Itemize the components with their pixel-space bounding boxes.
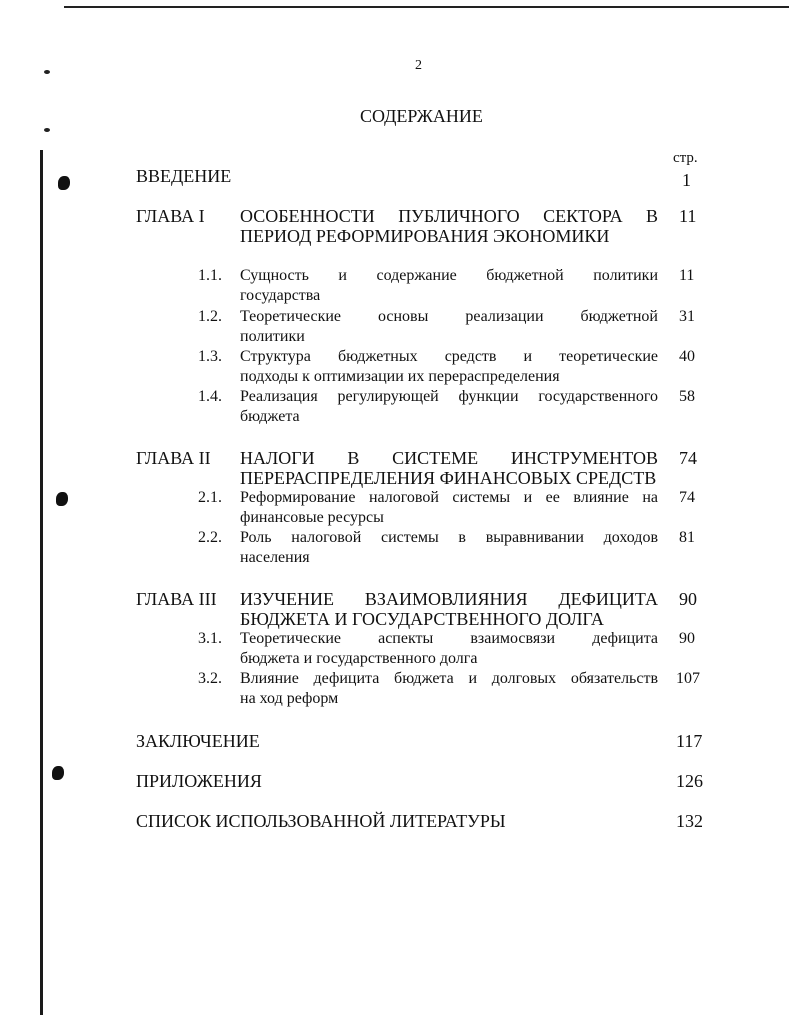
toc-section-page: 74 (679, 489, 695, 506)
toc-appendices-page: 126 (676, 771, 703, 791)
toc-chapter-title-line: ПЕРЕРАСПРЕДЕЛЕНИЯ ФИНАНСОВЫХ СРЕДСТВ (240, 468, 657, 488)
toc-section-page: 40 (679, 348, 695, 365)
toc-section-title-line: Влияние дефицита бюджета и долговых обязательств (240, 670, 658, 687)
toc-section-page: 81 (679, 529, 695, 546)
scan-blot (56, 492, 68, 506)
toc-chapter-label: ГЛАВА III (136, 589, 217, 609)
toc-chapter-page: 90 (679, 589, 697, 609)
toc-conclusion-page: 117 (676, 731, 703, 751)
page-column-label: стр. (673, 150, 698, 166)
toc-section-title-line: Структура бюджетных средств и теоретические (240, 348, 658, 365)
toc-section-title-line: Теоретические основы реализации бюджетной (240, 308, 658, 325)
toc-section-title-line: населения (240, 549, 310, 566)
toc-section-number: 3.1. (198, 630, 222, 647)
page-title: СОДЕРЖАНИЕ (360, 106, 483, 126)
toc-section-title-line: Сущность и содержание бюджетной политики (240, 267, 658, 284)
toc-section-number: 1.4. (198, 388, 222, 405)
toc-section-title-line: государства (240, 287, 321, 304)
toc-section-title-line: бюджета и государственного долга (240, 650, 478, 667)
toc-chapter-title-line: БЮДЖЕТА И ГОСУДАРСТВЕННОГО ДОЛГА (240, 609, 604, 629)
toc-section-title-line: на ход реформ (240, 690, 339, 707)
toc-section-page: 58 (679, 388, 695, 405)
toc-section-page: 11 (679, 267, 695, 284)
toc-chapter-page: 11 (679, 206, 697, 226)
toc-appendices-label: ПРИЛОЖЕНИЯ (136, 771, 262, 791)
toc-chapter-label: ГЛАВА I (136, 206, 205, 226)
toc-chapter-page: 74 (679, 448, 697, 468)
toc-section-title-line: бюджета (240, 408, 300, 425)
toc-section-title-line: политики (240, 328, 305, 345)
toc-intro-label: ВВЕДЕНИЕ (136, 166, 232, 186)
toc-section-title-line: Роль налоговой системы в выравнивании доходов (240, 529, 658, 546)
scan-speck (44, 70, 50, 74)
toc-section-page: 107 (676, 670, 700, 687)
scan-blot (58, 176, 70, 190)
toc-chapter-title-line: ПЕРИОД РЕФОРМИРОВАНИЯ ЭКОНОМИКИ (240, 226, 610, 246)
toc-section-title-line: Реализация регулирующей функции государственного (240, 388, 658, 405)
scan-blot (52, 766, 64, 780)
scan-left-edge (40, 150, 43, 1015)
toc-conclusion-label: ЗАКЛЮЧЕНИЕ (136, 731, 260, 751)
scan-top-line (64, 6, 789, 8)
toc-section-number: 1.1. (198, 267, 222, 284)
toc-section-number: 1.3. (198, 348, 222, 365)
toc-references-page: 132 (676, 811, 703, 831)
toc-section-number: 2.1. (198, 489, 222, 506)
scan-speck (44, 128, 50, 132)
toc-section-number: 2.2. (198, 529, 222, 546)
toc-chapter-title-line: НАЛОГИ В СИСТЕМЕ ИНСТРУМЕНТОВ (240, 448, 658, 468)
toc-section-title-line: Реформирование налоговой системы и ее влияние на (240, 489, 658, 506)
toc-chapter-title-line: ИЗУЧЕНИЕ ВЗАИМОВЛИЯНИЯ ДЕФИЦИТА (240, 589, 658, 609)
toc-section-title-line: финансовые ресурсы (240, 509, 384, 526)
toc-section-title-line: Теоретические аспекты взаимосвязи дефицита (240, 630, 658, 647)
toc-intro-page: 1 (682, 170, 691, 190)
toc-chapter-title-line: ОСОБЕННОСТИ ПУБЛИЧНОГО СЕКТОРА В (240, 206, 658, 226)
toc-section-title-line: подходы к оптимизации их перераспределения (240, 368, 560, 385)
toc-section-number: 1.2. (198, 308, 222, 325)
toc-section-page: 90 (679, 630, 695, 647)
toc-references-label: СПИСОК ИСПОЛЬЗОВАННОЙ ЛИТЕРАТУРЫ (136, 811, 506, 831)
toc-section-page: 31 (679, 308, 695, 325)
toc-section-number: 3.2. (198, 670, 222, 687)
toc-chapter-label: ГЛАВА II (136, 448, 211, 468)
page-number: 2 (415, 58, 422, 73)
